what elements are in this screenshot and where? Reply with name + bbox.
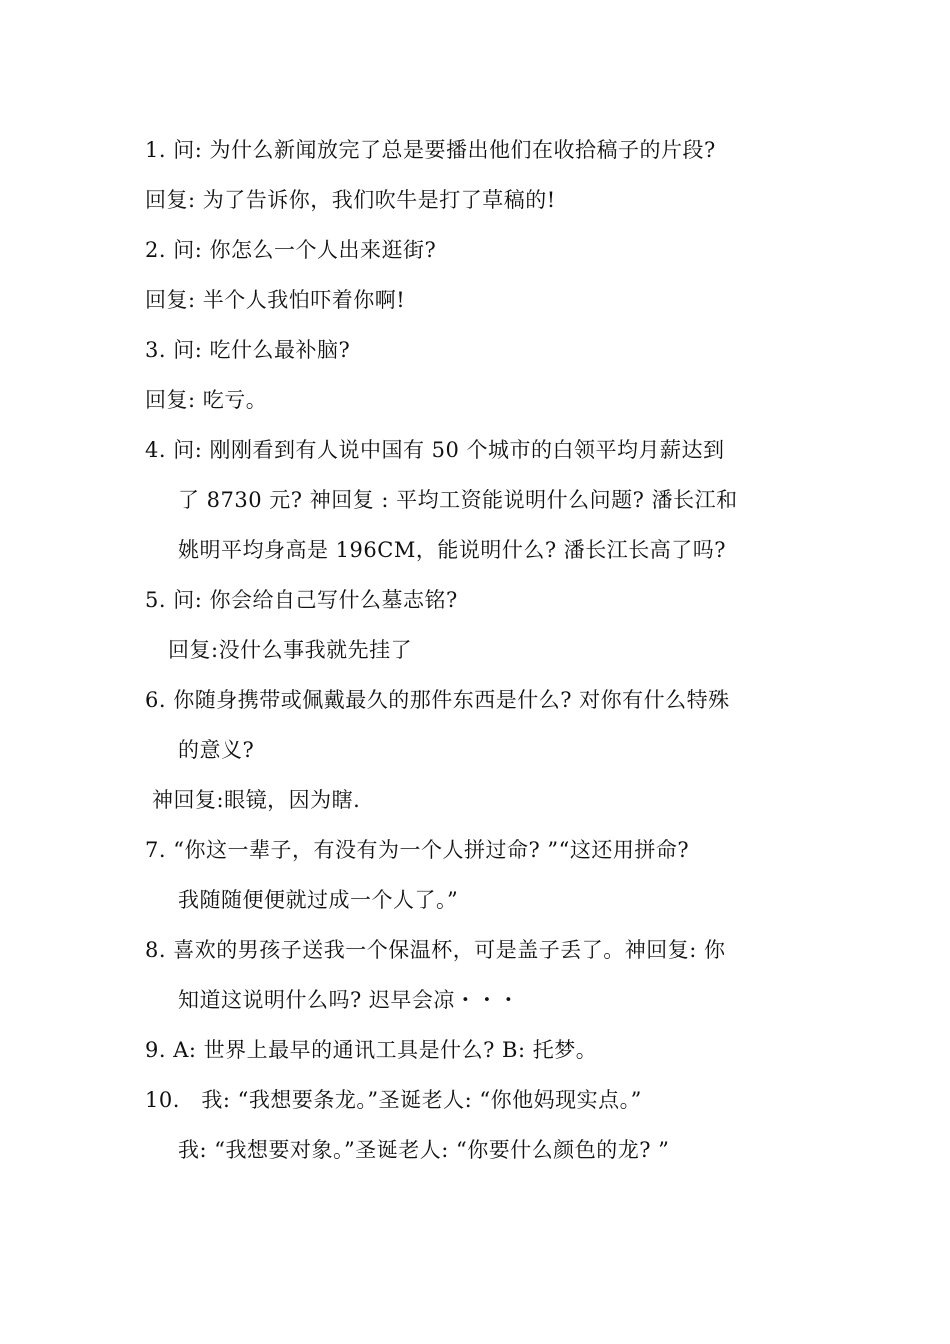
q4-question-line1: 4. 问: 刚刚看到有人说中国有 50 个城市的白领平均月薪达到 bbox=[145, 438, 725, 462]
q3-question: 3. 问: 吃什么最补脑? bbox=[145, 338, 351, 362]
q8-line2: 知道这说明什么吗? 迟早会凉・・・ bbox=[178, 988, 520, 1012]
q4-question-line2: 了 8730 元? 神回复 : 平均工资能说明什么问题? 潘长江和 bbox=[178, 488, 738, 512]
q10-line1: 10. 我: “我想要条龙。”圣诞老人: “你他妈现实点。” bbox=[145, 1088, 642, 1112]
q10-line2: 我: “我想要对象。”圣诞老人: “你要什么颜色的龙? ” bbox=[178, 1138, 670, 1162]
q9-line: 9. A: 世界上最早的通讯工具是什么? B: 托梦。 bbox=[145, 1038, 598, 1062]
q6-answer: 神回复:眼镜，因为瞎. bbox=[152, 788, 361, 812]
q5-question: 5. 问: 你会给自己写什么墓志铭? bbox=[145, 588, 458, 612]
q1-question: 1. 问: 为什么新闻放完了总是要播出他们在收拾稿子的片段? bbox=[145, 138, 716, 162]
q8-line1: 8. 喜欢的男孩子送我一个保温杯，可是盖子丢了。神回复: 你 bbox=[145, 938, 726, 962]
q2-answer: 回复: 半个人我怕吓着你啊! bbox=[145, 288, 406, 312]
q4-question-line3: 姚明平均身高是 196CM，能说明什么? 潘长江长高了吗? bbox=[178, 538, 727, 562]
q7-line2: 我随随便便就过成一个人了。” bbox=[178, 888, 459, 912]
q6-question-line1: 6. 你随身携带或佩戴最久的那件东西是什么? 对你有什么特殊 bbox=[145, 688, 730, 712]
q3-answer: 回复: 吃亏。 bbox=[145, 388, 268, 412]
q5-answer: 回复:没什么事我就先挂了 bbox=[168, 638, 413, 662]
q7-line1: 7. “你这一辈子，有没有为一个人拼过命? ”“这还用拼命? bbox=[145, 838, 690, 862]
q2-question: 2. 问: 你怎么一个人出来逛街? bbox=[145, 238, 437, 262]
q6-question-line2: 的意义? bbox=[178, 738, 255, 762]
q1-answer: 回复: 为了告诉你，我们吹牛是打了草稿的! bbox=[145, 188, 556, 212]
